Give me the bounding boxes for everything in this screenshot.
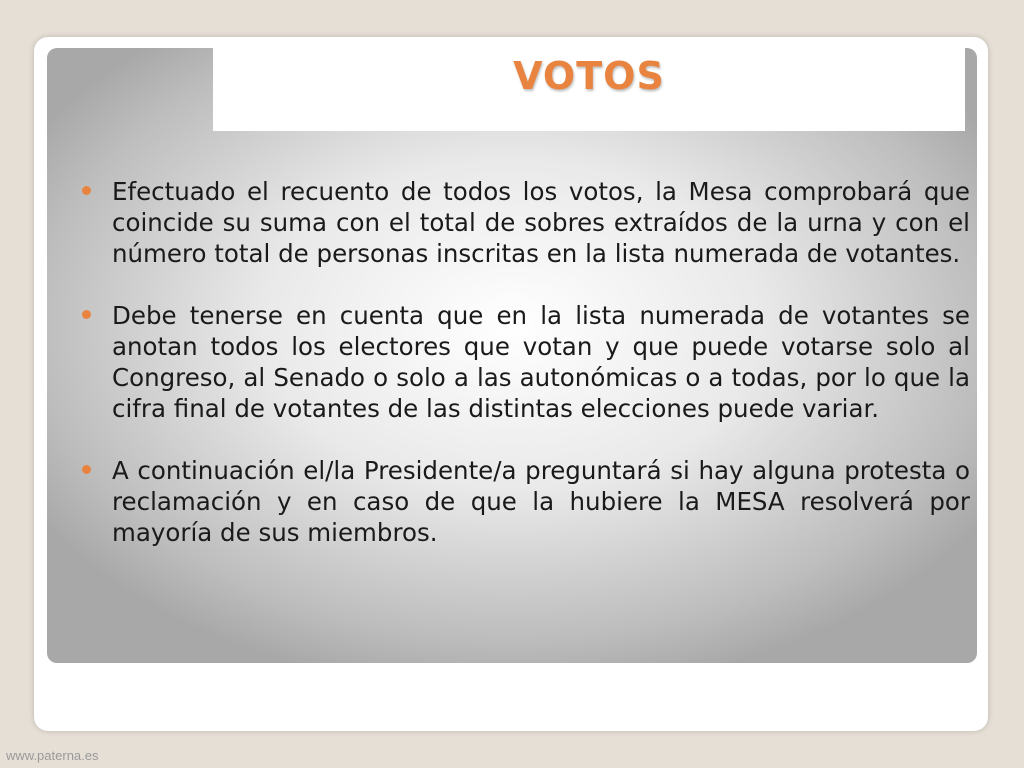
bullet-dot-icon (82, 310, 91, 319)
bullet-dot-icon (82, 465, 91, 474)
bullet-item (78, 300, 970, 424)
bullet-item (78, 176, 970, 269)
bullet-dot-icon (82, 186, 91, 195)
bullet-list (78, 176, 970, 579)
bullet-text: Efectuado el recuento de todos los votos, la Mesa comprobará que coincide su suma con el total de sobres extraídos de la urna y con el número total de personas inscritas en la lista numerada de votantes. (112, 177, 970, 268)
bullet-item (78, 455, 970, 548)
bullet-text: A continuación el/la Presidente/a preguntará si hay alguna protesta o reclamación y en caso de que la hubiere la MESA resolverá por mayoría de sus miembros. (112, 456, 970, 547)
bullet-text: Debe tenerse en cuenta que en la lista numerada de votantes se anotan todos los electores que votan y que puede votarse solo al Congreso, al Senado o solo a las autonómicas o a todas, por lo que la cifra final de votantes de las distintas elecciones puede variar. (112, 301, 970, 423)
slide-title: VOTOS (513, 54, 665, 98)
source-footer: www.paterna.es (6, 748, 99, 763)
